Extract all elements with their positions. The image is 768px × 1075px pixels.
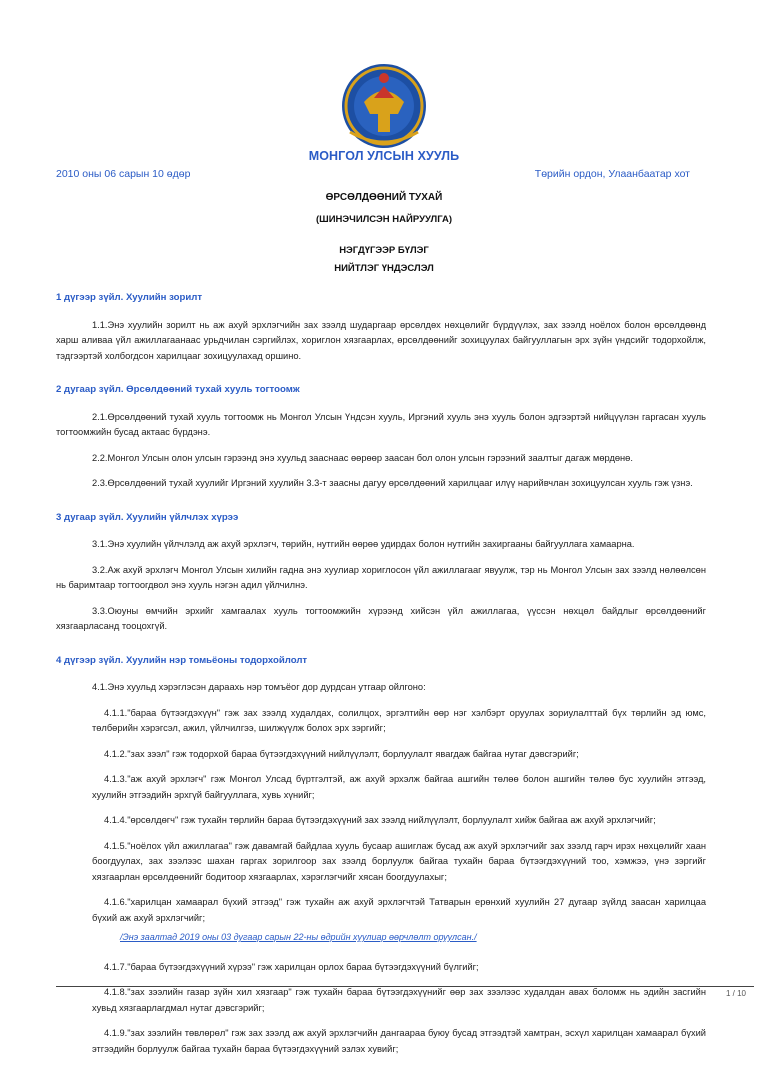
state-emblem-icon <box>334 62 434 150</box>
paragraph: 2.3.Өрсөлдөөний тухай хуулийг Иргэний хуулийн 3.3-т заасны дагуу өрсөлдөөний харилцааг илүү нарийвчлан зохицуулсан хууль гэж үзнэ. <box>92 478 693 488</box>
paragraph: 4.1.Энэ хуульд хэрэглэсэн дараахь нэр томъёог дор дурдсан утгаар ойлгоно: <box>92 682 426 692</box>
article-3 <box>56 510 706 635</box>
article-4 <box>56 653 706 1058</box>
amendment-note-link[interactable]: /Энэ заалтад 2019 оны 03 дугаар сарын 22-ны өдрийн хуулиар өөрчлөлт оруулсан./ <box>120 932 477 942</box>
paragraph: 3.2.Аж ахуй эрхлэгч Монгол Улсын хилийн гадна энэ хуулиар хориглосон үйл ажиллагааг явуулж, тэр нь Монгол Улсын зах зээлд нөлөөлсөн нь баримтаар тогтоогдвол энэ хууль нэгэн адил үйлчилнэ. <box>56 564 706 590</box>
law-date: 2010 оны 06 сарын 10 өдөр <box>56 168 191 180</box>
paragraph: 1.1.Энэ хуулийн зорилт нь аж ахуй эрхлэгчийн зах зээлд шударгаар өрсөлдөх нөхцөлийг бүрдүүлэх, зах зээлд ноёлох болон өрсөлдөөнд харш аливаа үйл ажиллагаанаас урьдчилан сэргийлэх, хориглон хязгаарлах, өрсөлдөөнийг зохицуулах байгууллагын эрх зүйн үндсийг тодорхойлж, тэдгээртэй холбогдсон харилцааг зохицуулахад оршино. <box>56 319 706 361</box>
definition-item: 4.1.6."харилцан хамаарал бүхий этгээд" гэж тухайн аж ахуй эрхлэгчтэй Татварын ерөнхий хуулийн 27 дугаар зүйлд заасан харилцаа бүхий аж ахуй эрхлэгчийг; <box>92 897 706 923</box>
paragraph: 2.1.Өрсөлдөөний тухай хууль тогтоомж нь Монгол Улсын Үндсэн хууль, Иргэний хууль энэ хууль болон эдгээртэй нийцүүлэн гаргасан хууль тогтоомжийн бусад актаас бүрдэнэ. <box>56 411 706 437</box>
article-title: 3 дугаар зүйл. Хуулийн үйлчлэх хүрээ <box>56 511 239 523</box>
definition-item: 4.1.7."бараа бүтээгдэхүүний хүрээ" гэж харилцан орлох бараа бүтээгдэхүүний бүлгийг; <box>104 961 479 972</box>
definition-item: 4.1.1."бараа бүтээгдэхүүн" гэж зах зээлд худалдах, солилцох, эргэлтийн өөр нэг хэлбэрт оруулах зориулалттай бүх төрлийн эд юмс, төлбөрийн хэрэгсэл, ажил, үйлчилгээ, шилжүүлж болох эрх зэргийг; <box>92 707 706 733</box>
footer-divider <box>56 986 754 987</box>
paragraph: 3.1.Энэ хуулийн үйлчлэлд аж ахуй эрхлэгч, төрийн, нутгийн өөрөө удирдах болон нутгийн захиргааны байгууллага хамаарна. <box>92 539 635 549</box>
definition-item: 4.1.5."ноёлох үйл ажиллагаа" гэж давамгай байдлаа хууль бусаар ашиглаж бусад аж ахуй эрхлэгчийг зах зээлд гарч ирэх нөхцөлийг хаан боогдуулах, зах зээлээс шахан гаргах зорилгоор зах зээлд борлуулж байгаа тухайн бараа бүтээгдэхүүний тоо, хэмжээ, үнэ зэргийг хязгаарлан өрсөлдөөнийг бодитоор хязгаарлах, хэрэглэгчийг хясан боогдуулахыг; <box>92 840 706 882</box>
chapter-name: НИЙТЛЭГ ҮНДЭСЛЭЛ <box>334 263 434 274</box>
definition-item: 4.1.3."аж ахуй эрхлэгч" гэж Монгол Улсад бүртгэлтэй, аж ахуй эрхэлж байгаа ашгийн төлөө болон ашгийн төлөө бус хуулийн этгээд, хуулийн этгээдийн эрхгүй байгууллага, хувь хүнийг; <box>92 774 706 800</box>
definition-item: 4.1.4."өрсөлдөгч" гэж тухайн төрлийн бараа бүтээгдэхүүний зах зээлд нийлүүлэлт, борлуулалт хийж байгаа аж ахуй эрхлэгчийг; <box>104 815 656 825</box>
article-1 <box>56 290 706 364</box>
article-2 <box>56 382 706 492</box>
law-content <box>56 290 706 1075</box>
definition-item: 4.1.8."зах зээлийн газар зүйн хил хязгаар" гэж тухайн бараа бүтээгдэхүүнийг өөр зах зээлээс худалдан авах боломж нь эдийн засгийн хувьд хязгаарлагдмал нутаг дэвсгэрийг; <box>92 987 706 1013</box>
page-number: 1 / 10 <box>725 989 746 998</box>
paragraph: 2.2.Монгол Улсын олон улсын гэрээнд энэ хуульд зааснаас өөрөөр заасан бол олон улсын гэрээний заалтыг дагаж мөрдөнө. <box>92 452 633 463</box>
definition-item: 4.1.9."зах зээлийн төвлөрөл" гэж зах зээлд аж ахуй эрхлэгчийн дангаараа буюу бусад этгээдтэй хамтран, эсхүл харилцан хамаарал бүхий этгээдийн борлуулж байгаа тухайн бараа бүтээгдэхүүний эзлэх хувийг; <box>92 1028 706 1054</box>
law-subtitle: (ШИНЭЧИЛСЭН НАЙРУУЛГА) <box>315 214 452 225</box>
article-title: 4 дүгээр зүйл. Хуулийн нэр томьёоны тодорхойлолт <box>56 654 308 666</box>
chapter-number: НЭГДҮГЭЭР БҮЛЭГ <box>339 245 429 256</box>
law-place: Төрийн ордон, Улаанбаатар хот <box>534 168 690 180</box>
law-title: ӨРСӨЛДӨӨНИЙ ТУХАЙ <box>325 192 443 203</box>
paragraph: 3.3.Оюуны өмчийн эрхийг хамгаалах хууль тогтоомжийн хүрээнд хийсэн үйл ажиллагаа, үүссэн нөхцөл байдлыг өрсөлдөөнийг хязгаарласанд тооцохгүй. <box>56 605 706 631</box>
page-title: МОНГОЛ УЛСЫН ХУУЛЬ <box>308 149 460 163</box>
definition-item: 4.1.2."зах зээл" гэж тодорхой бараа бүтээгдэхүүний нийлүүлэлт, борлуулалт явагдаж байгаа нутаг дэвсгэрийг; <box>104 748 579 759</box>
article-title: 1 дүгээр зүйл. Хуулийн зорилт <box>56 292 203 303</box>
article-title: 2 дугаар зүйл. Өрсөлдөөний тухай хууль тогтоомж <box>56 384 300 395</box>
